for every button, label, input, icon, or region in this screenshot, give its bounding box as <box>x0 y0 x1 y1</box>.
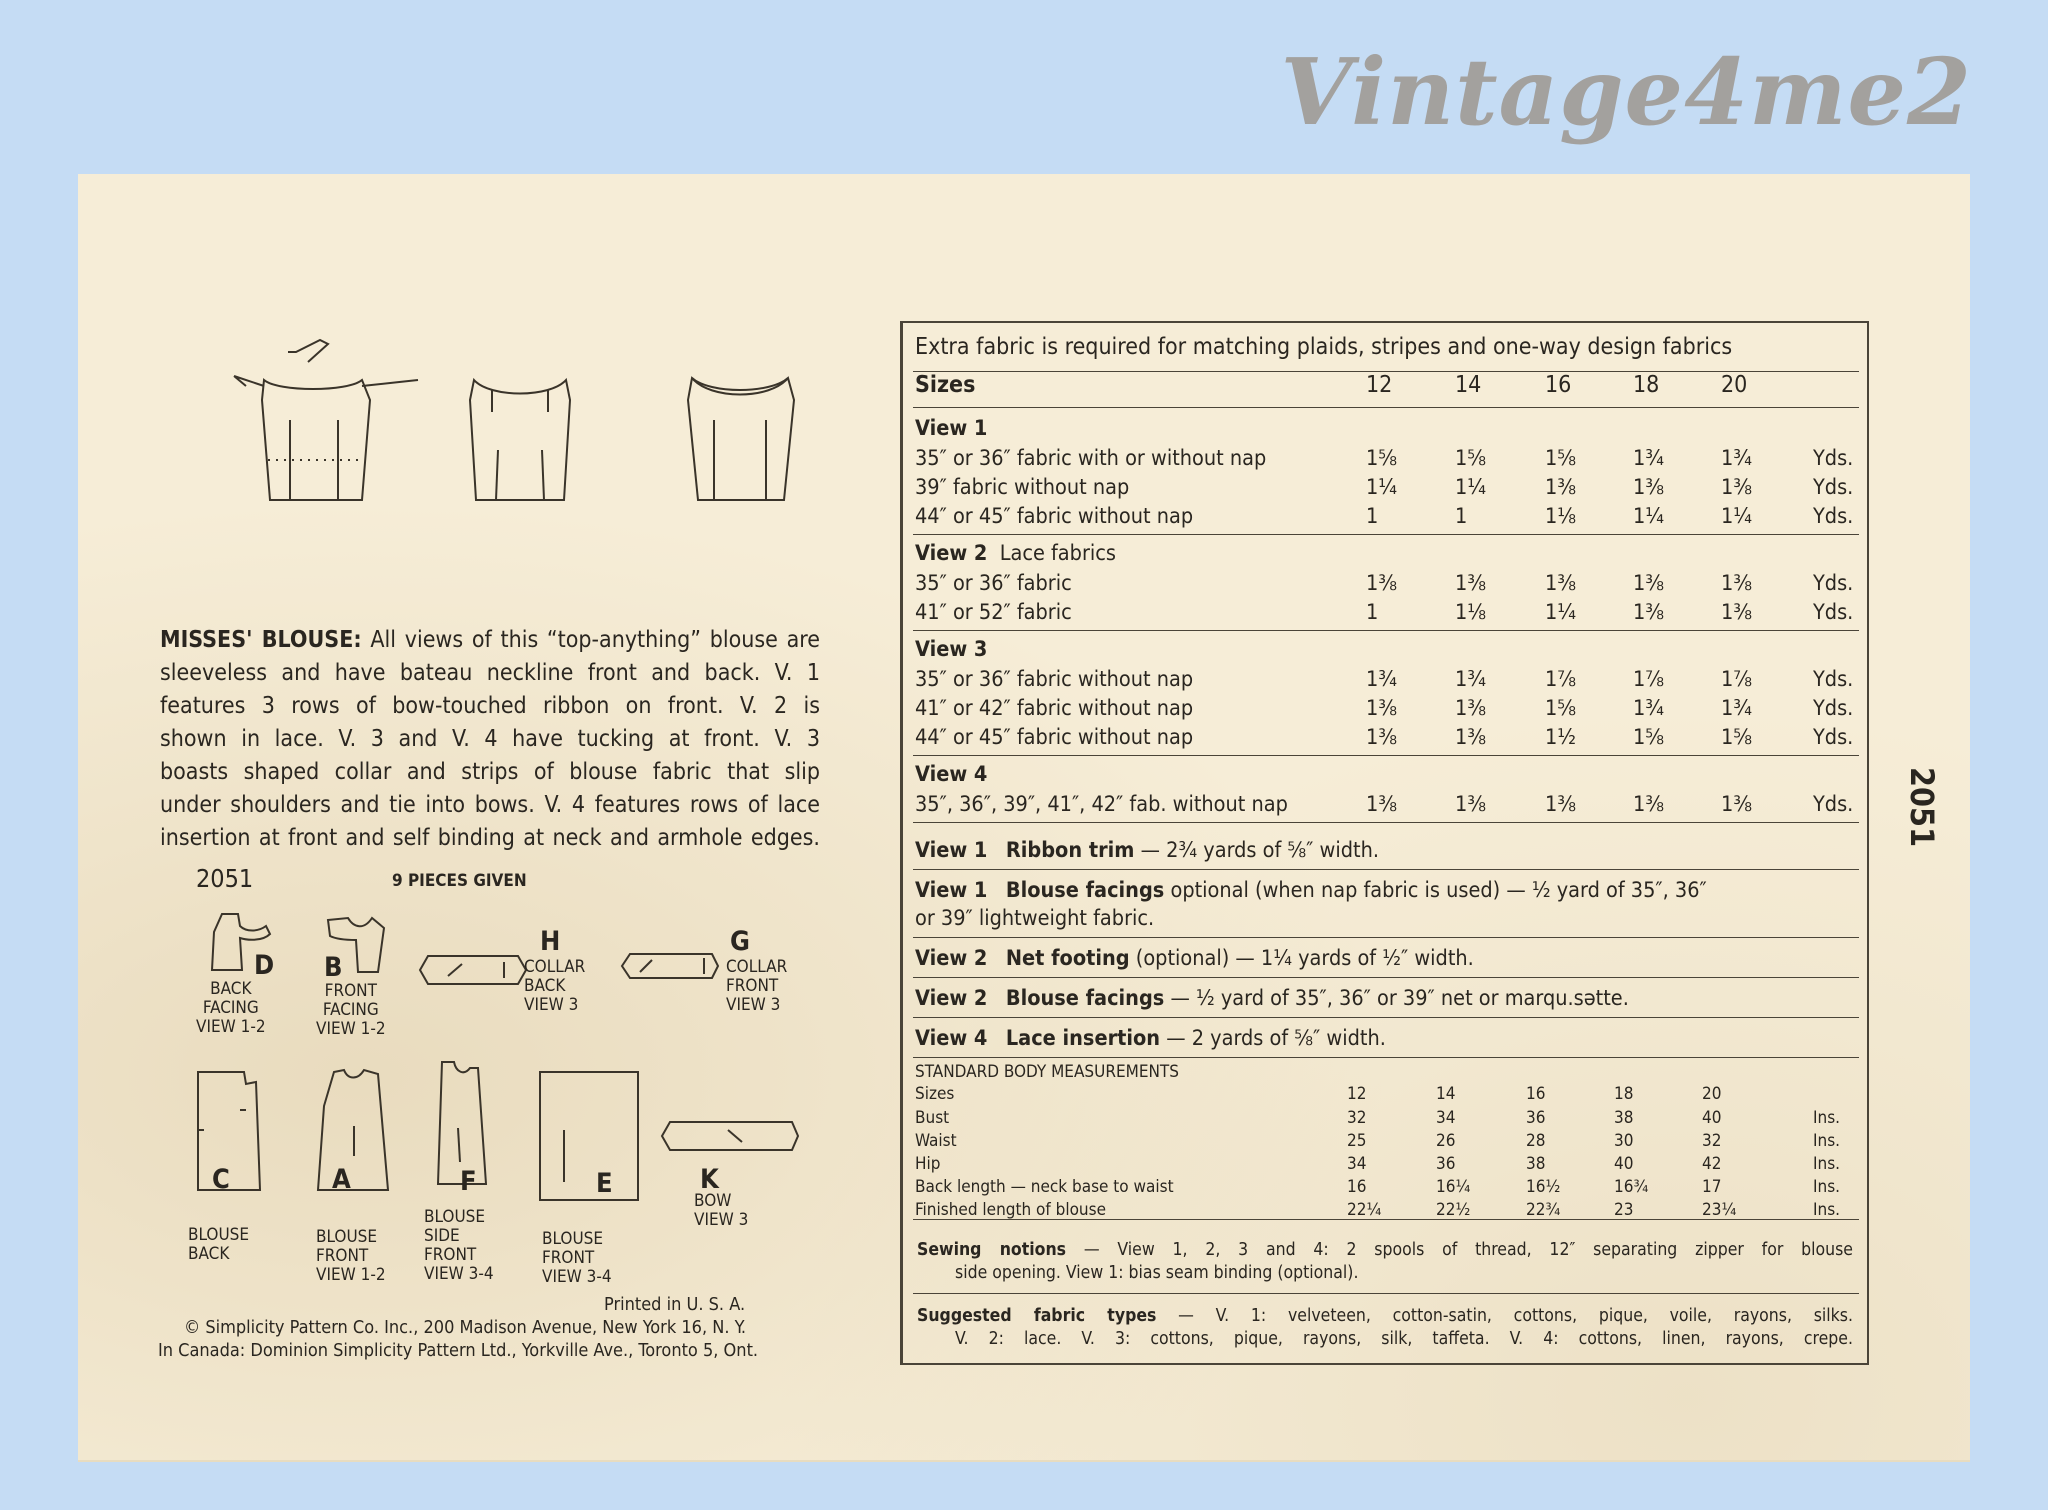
table-cell: 1⅜ <box>1455 725 1487 750</box>
table-cell: 1 <box>1366 600 1379 625</box>
table-cell: 1⅜ <box>1721 475 1753 500</box>
unit-label: Yds. <box>1813 475 1854 500</box>
yardage-table: Extra fabric is required for matching plaids, stripes and one-way design fabrics Sizes 12 14 16 18 20 View 1 35″ or 36″ fabric with or without nap 1⅝ 1⅝ 1⅝ 1¾ 1¾ Yds. 39″ fabric without nap 1¼ 1¼ 1⅜ 1⅜ 1⅜ Yds. 44″ or 45″ fabric without nap 1 1 1⅛ 1¼ 1¼ Yds. View 2 Lace fabrics 35″ or 36″ fabric 1⅜ 1⅜ 1⅜ 1⅜ 1⅜ Yds. 41″ or 52″ fabric 1 1⅛ 1¼ 1⅜ 1⅜ Yds. View 3 35″ or 36″ fabric without nap 1¾ 1¾ 1⅞ 1⅞ 1⅞ Yds. 41″ or 42″ fabric without nap 1⅜ 1⅜ 1⅝ 1¾ 1¾ Yds. 44″ or 45″ fabric without nap 1⅜ 1⅜ 1½ 1⅝ 1⅝ Yds. View 4 35″, 36″, 39″, 41″, 42″ fab. without nap 1⅜ 1⅜ 1⅜ 1⅜ 1⅜ Yds. View 1 Ribbon trim — 2¾ yards of ⅝″ width. View 1 Blouse facings optional (when nap fabric is used) — ½ yard of 35″, 36″ or 39″ lightweight fabric. View 2 Net footing (optional) — 1¼ yards of ½″ width. View 2 Blouse facings — ½ yard of 35″, 36″ or 39″ net or marqu.sətte. View 4 Lace insertion — 2 yards of ⅝″ width. STANDARD BODY MEASUREMENTS Sizes 12 14 16 18 20 Bust 32 34 36 38 40 Ins. Waist 25 26 28 30 32 Ins. Hip 34 36 38 40 42 Ins. Back length — neck base to waist 16 16¼ 16½ 16¾ 17 Ins. Finished length of blouse 22¼ 22½ 22¾ 23 23¼ Ins. Sewing notions — View 1, 2, 3 and 4: 2 spools of thread, 12″ separating zipper for blouse side opening. View 1: bias seam binding (optional). Suggested fabric types — V. 1: velveteen, cotton-satin, cottons, pique, voile, rayons, silks. V. 2: lace. V. 3: cottons, pique, rayons, silk, taffeta. V. 4: cottons, linen, rayons, crepe. <box>900 321 1869 1365</box>
pattern-piece-k-letter: K <box>700 1164 719 1195</box>
pattern-piece-e-label: BLOUSE FRONT VIEW 3-4 <box>542 1229 612 1287</box>
pattern-piece-g-shape <box>618 948 722 984</box>
table-cell: 1 <box>1366 504 1379 529</box>
pieces-given-label: 9 PIECES GIVEN <box>392 871 527 891</box>
table-cell: 1⅜ <box>1633 792 1665 817</box>
table-cell: 1⅜ <box>1633 600 1665 625</box>
table-cell: 22¾ <box>1526 1200 1561 1220</box>
table-cell: 16¾ <box>1614 1177 1649 1197</box>
table-divider <box>913 1219 1859 1220</box>
table-cell: 22½ <box>1436 1200 1471 1220</box>
table-cell: 1⅝ <box>1721 725 1753 750</box>
blouse-sketch-view-1 <box>228 340 438 510</box>
table-cell: 1⅜ <box>1721 600 1753 625</box>
description-lead: MISSES' BLOUSE: <box>160 627 362 653</box>
table-cell: 1¼ <box>1545 600 1577 625</box>
blouse-sketch-view-4 <box>680 360 800 510</box>
table-cell: 40 <box>1702 1108 1722 1128</box>
table-cell: 1⅜ <box>1633 475 1665 500</box>
pattern-piece-k-shape <box>658 1118 802 1154</box>
pattern-piece-e-letter: E <box>596 1168 613 1199</box>
unit-label: Yds. <box>1813 600 1854 625</box>
table-cell: 1⅛ <box>1545 504 1577 529</box>
table-divider <box>913 534 1859 535</box>
unit-label: Yds. <box>1813 696 1854 721</box>
table-cell: 1¾ <box>1721 696 1753 721</box>
copyright-text: © Simplicity Pattern Co. Inc., 200 Madison Avenue, New York 16, N. Y. In Canada: Dominion Simplicity Pattern Ltd., Yorkville Ave., Toronto 5, Ont. <box>158 1317 759 1361</box>
table-cell: 36 <box>1436 1154 1456 1174</box>
description-text <box>160 624 820 855</box>
table-cell: 1⅝ <box>1545 696 1577 721</box>
table-cell: 1¼ <box>1366 475 1398 500</box>
table-divider <box>913 407 1859 408</box>
unit-label: Yds. <box>1813 446 1854 471</box>
table-cell: 18 <box>1614 1084 1634 1104</box>
table-divider <box>913 1293 1859 1294</box>
table-cell: 17 <box>1702 1177 1722 1197</box>
description-line: boasts shaped collar and strips of blouse fabric that slip <box>160 759 820 785</box>
unit-label: Ins. <box>1813 1131 1841 1151</box>
unit-label: Ins. <box>1813 1108 1841 1128</box>
unit-label: Yds. <box>1813 571 1854 596</box>
table-cell: 16 <box>1347 1177 1367 1197</box>
table-cell: 22¼ <box>1347 1200 1382 1220</box>
description-line: sleeveless and have bateau neckline front and back. V. 1 <box>160 660 820 686</box>
table-cell: 1⅜ <box>1366 571 1398 596</box>
table-cell: 38 <box>1614 1108 1634 1128</box>
table-cell: 34 <box>1347 1154 1367 1174</box>
table-cell: 1⅜ <box>1366 792 1398 817</box>
table-cell: 1¼ <box>1633 504 1665 529</box>
description-line: shown in lace. V. 3 and V. 4 have tucking at front. V. 3 <box>160 726 820 752</box>
paper-fold-line <box>78 1460 1970 1462</box>
table-cell: 25 <box>1347 1131 1367 1151</box>
table-cell: 1¾ <box>1633 446 1665 471</box>
pattern-piece-h-label: COLLAR BACK VIEW 3 <box>524 957 586 1015</box>
table-cell: 12 <box>1347 1084 1367 1104</box>
pattern-envelope-back <box>78 174 1970 1462</box>
pattern-piece-h-letter: H <box>540 926 561 957</box>
pattern-piece-b-letter: B <box>324 952 343 983</box>
table-cell: 1⅝ <box>1366 446 1398 471</box>
table-cell: 38 <box>1526 1154 1546 1174</box>
pattern-piece-g-label: COLLAR FRONT VIEW 3 <box>726 957 788 1015</box>
table-cell: 1⅝ <box>1633 725 1665 750</box>
table-cell: 1¾ <box>1455 667 1487 692</box>
table-divider <box>913 1017 1859 1018</box>
table-cell: 23¼ <box>1702 1200 1737 1220</box>
table-cell: 1⅜ <box>1455 571 1487 596</box>
pattern-piece-a-letter: A <box>332 1164 351 1195</box>
table-cell: 1⅜ <box>1545 475 1577 500</box>
table-cell: 1⅝ <box>1455 446 1487 471</box>
table-cell: 36 <box>1526 1108 1546 1128</box>
description-line: All views of this “top-anything” blouse are <box>370 627 821 653</box>
pattern-piece-f-label: BLOUSE SIDE FRONT VIEW 3-4 <box>424 1207 494 1284</box>
table-cell: 16½ <box>1526 1177 1561 1197</box>
pattern-piece-d-label: BACK FACING VIEW 1-2 <box>196 979 266 1037</box>
unit-label: Ins. <box>1813 1177 1841 1197</box>
table-cell: 32 <box>1347 1108 1367 1128</box>
table-cell: 1¾ <box>1633 696 1665 721</box>
pattern-piece-h-shape <box>418 952 530 988</box>
table-cell: 28 <box>1526 1131 1546 1151</box>
pattern-piece-g-letter: G <box>730 926 750 957</box>
table-divider <box>913 1057 1859 1058</box>
description-line: under shoulders and tie into bows. V. 4 features rows of lace <box>160 792 820 818</box>
pattern-piece-f-letter: F <box>460 1166 477 1197</box>
sewing-notions: Sewing notions — View 1, 2, 3 and 4: 2 spools of thread, 12″ separating zipper for blouse <box>917 1240 1853 1260</box>
table-cell: 1⅞ <box>1721 667 1753 692</box>
table-divider <box>913 755 1859 756</box>
table-cell: 23 <box>1614 1200 1634 1220</box>
unit-label: Ins. <box>1813 1200 1841 1220</box>
table-cell: 1⅜ <box>1721 571 1753 596</box>
table-divider <box>913 977 1859 978</box>
table-cell: 1⅜ <box>1545 792 1577 817</box>
pattern-piece-b-label: FRONT FACING VIEW 1-2 <box>316 981 386 1039</box>
watermark-logo: Vintage4me2 <box>1280 38 1972 146</box>
table-cell: 1¼ <box>1721 504 1753 529</box>
table-cell: 1⅜ <box>1455 696 1487 721</box>
table-cell: 40 <box>1614 1154 1634 1174</box>
fabric-types: Suggested fabric types — V. 1: velveteen, cotton-satin, cottons, pique, voile, rayons, silks. <box>917 1306 1853 1326</box>
table-cell: 26 <box>1436 1131 1456 1151</box>
sewing-notions-line-2: side opening. View 1: bias seam binding (optional). <box>955 1263 1359 1283</box>
table-cell: 1⅛ <box>1455 600 1487 625</box>
pattern-piece-c-label: BLOUSE BACK <box>188 1225 250 1264</box>
pattern-number: 2051 <box>196 864 254 893</box>
table-cell: 1⅞ <box>1545 667 1577 692</box>
description-line: insertion at front and self binding at neck and armhole edges. <box>160 825 820 851</box>
table-divider <box>913 937 1859 938</box>
table-cell: 14 <box>1436 1084 1456 1104</box>
table-cell: 34 <box>1436 1108 1456 1128</box>
table-cell: 1¾ <box>1721 446 1753 471</box>
fabric-types-line-2: V. 2: lace. V. 3: cottons, pique, rayons, silk, taffeta. V. 4: cottons, linen, rayons, crepe. <box>955 1329 1853 1349</box>
unit-label: Yds. <box>1813 667 1854 692</box>
table-cell: 1⅜ <box>1366 696 1398 721</box>
table-divider <box>913 869 1859 870</box>
unit-label: Yds. <box>1813 504 1854 529</box>
pattern-piece-k-label: BOW VIEW 3 <box>694 1191 749 1230</box>
unit-label: Ins. <box>1813 1154 1841 1174</box>
printed-in-label: Printed in U. S. A. <box>604 1294 746 1315</box>
table-divider <box>913 822 1859 823</box>
unit-label: Yds. <box>1813 725 1854 750</box>
unit-label: Yds. <box>1813 792 1854 817</box>
table-cell: 1⅜ <box>1455 792 1487 817</box>
blouse-sketch-view-3 <box>460 360 580 510</box>
table-cell: 1½ <box>1545 725 1577 750</box>
table-cell: 1 <box>1455 504 1468 529</box>
description-line: features 3 rows of bow-touched ribbon on front. V. 2 is <box>160 693 820 719</box>
table-cell: 1⅜ <box>1366 725 1398 750</box>
table-cell: 32 <box>1702 1131 1722 1151</box>
table-cell: 1⅞ <box>1633 667 1665 692</box>
table-cell: 1⅜ <box>1721 792 1753 817</box>
table-cell: 30 <box>1614 1131 1634 1151</box>
table-cell: 1⅜ <box>1633 571 1665 596</box>
pattern-piece-a-label: BLOUSE FRONT VIEW 1-2 <box>316 1227 386 1285</box>
table-cell: 1¾ <box>1366 667 1398 692</box>
table-cell: 1⅝ <box>1545 446 1577 471</box>
table-cell: 1¼ <box>1455 475 1487 500</box>
side-pattern-number: 2051 <box>1903 766 1941 848</box>
pattern-piece-e-shape <box>538 1070 642 1204</box>
pattern-piece-d-letter: D <box>254 950 275 981</box>
table-cell: 16 <box>1526 1084 1546 1104</box>
table-cell: 16¼ <box>1436 1177 1471 1197</box>
table-divider <box>913 630 1859 631</box>
pattern-piece-a-shape <box>314 1066 392 1196</box>
pattern-piece-c-letter: C <box>212 1164 230 1195</box>
table-cell: 20 <box>1702 1084 1722 1104</box>
table-cell: 42 <box>1702 1154 1722 1174</box>
table-cell: 1⅜ <box>1545 571 1577 596</box>
